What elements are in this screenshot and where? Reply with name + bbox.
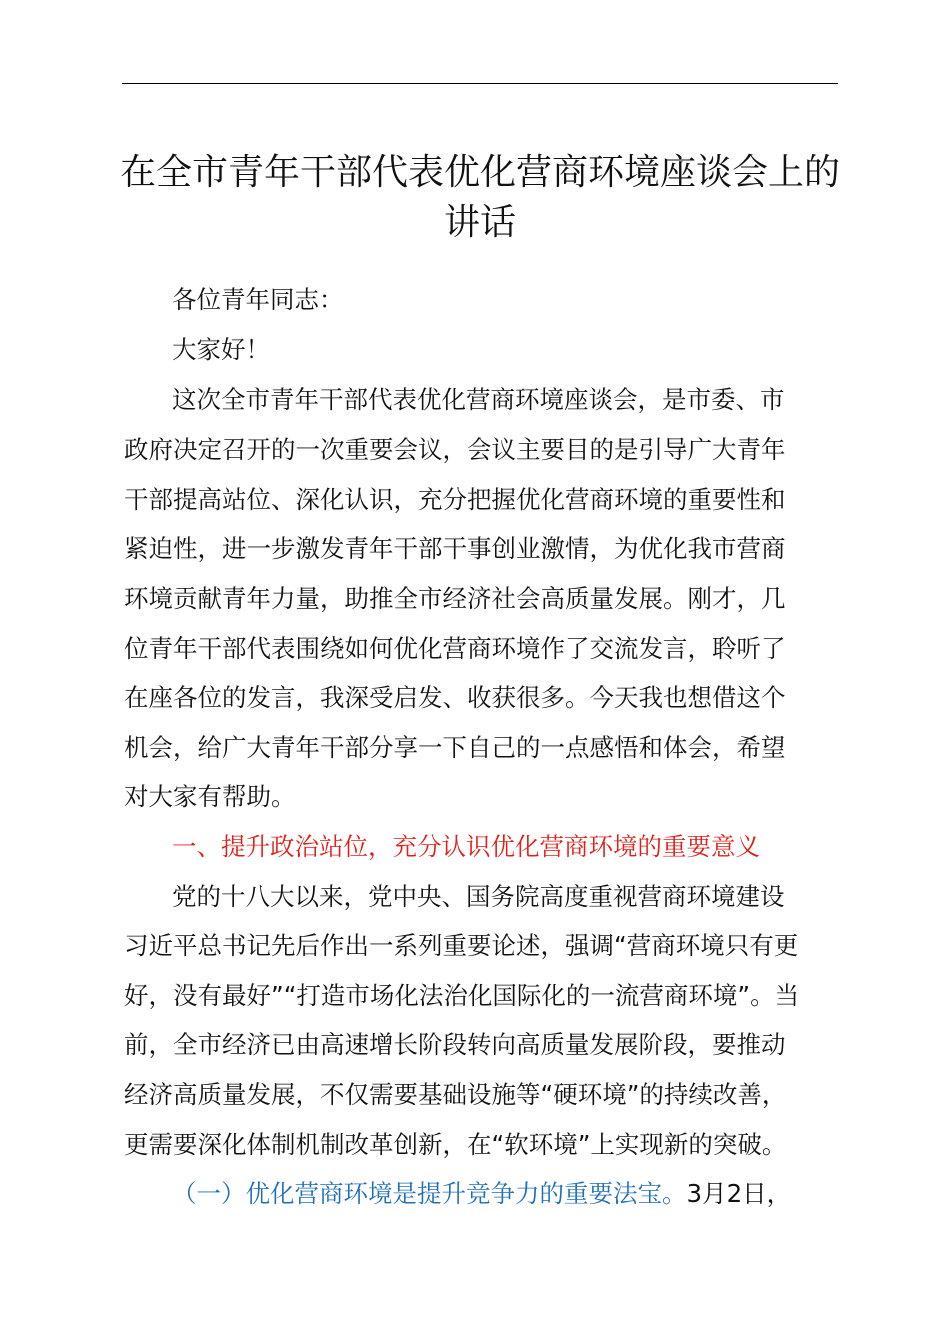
title-line-1: 在全市青年干部代表优化营商环境座谈会上的 (119, 152, 840, 193)
title-line-2: 讲话 (443, 202, 516, 243)
section-heading: 一、提升政治站位，充分认识优化营商环境的重要意义 (172, 832, 760, 861)
section-body-line: 习近平总书记先后作出一系列重要论述，强调“营商环境只有更 (124, 931, 799, 960)
intro-line: 在座各位的发言，我深受启发、收获很多。今天我也想借这个 (124, 683, 786, 712)
greeting: 大家好！ (172, 335, 270, 364)
intro-line: 干部提高站位、深化认识，充分把握优化营商环境的重要性和 (124, 485, 786, 514)
section-body-line: 前，全市经济已由高速增长阶段转向高质量发展阶段，要推动 (124, 1030, 786, 1059)
subsection-tail: 3月2日， (686, 1179, 792, 1208)
section-body-line: 经济高质量发展，不仅需要基础设施等“硬环境”的持续改善， (124, 1080, 787, 1109)
intro-line: 位青年干部代表围绕如何优化营商环境作了交流发言，聆听了 (124, 634, 786, 663)
section-body-line: 党的十八大以来，党中央、国务院高度重视营商环境建设 (172, 882, 785, 911)
subsection-line (172, 1177, 892, 1211)
intro-line: 机会，给广大青年干部分享一下自己的一点感悟和体会，希望 (124, 733, 786, 762)
intro-line: 紧迫性，进一步激发青年干部干事创业激情，为优化我市营商 (124, 534, 786, 563)
intro-line: 环境贡献青年力量，助推全市经济社会高质量发展。刚才，几 (124, 584, 786, 613)
subsection-heading: （一）优化营商环境是提升竞争力的重要法宝。 (172, 1179, 687, 1208)
header-rule (122, 83, 838, 84)
section-body-line: 更需要深化体制机制改革创新，在“软环境”上实现新的突破。 (124, 1130, 787, 1159)
salutation: 各位青年同志： (172, 285, 344, 314)
intro-line: 政府决定召开的一次重要会议，会议主要目的是引导广大青年 (124, 435, 786, 464)
section-body-line: 好，没有最好”“打造市场化法治化国际化的一流营商环境”。当 (124, 981, 800, 1010)
intro-line: 对大家有帮助。 (124, 782, 296, 811)
document-title (110, 148, 850, 248)
intro-line: 这次全市青年干部代表优化营商环境座谈会，是市委、市 (172, 385, 785, 414)
